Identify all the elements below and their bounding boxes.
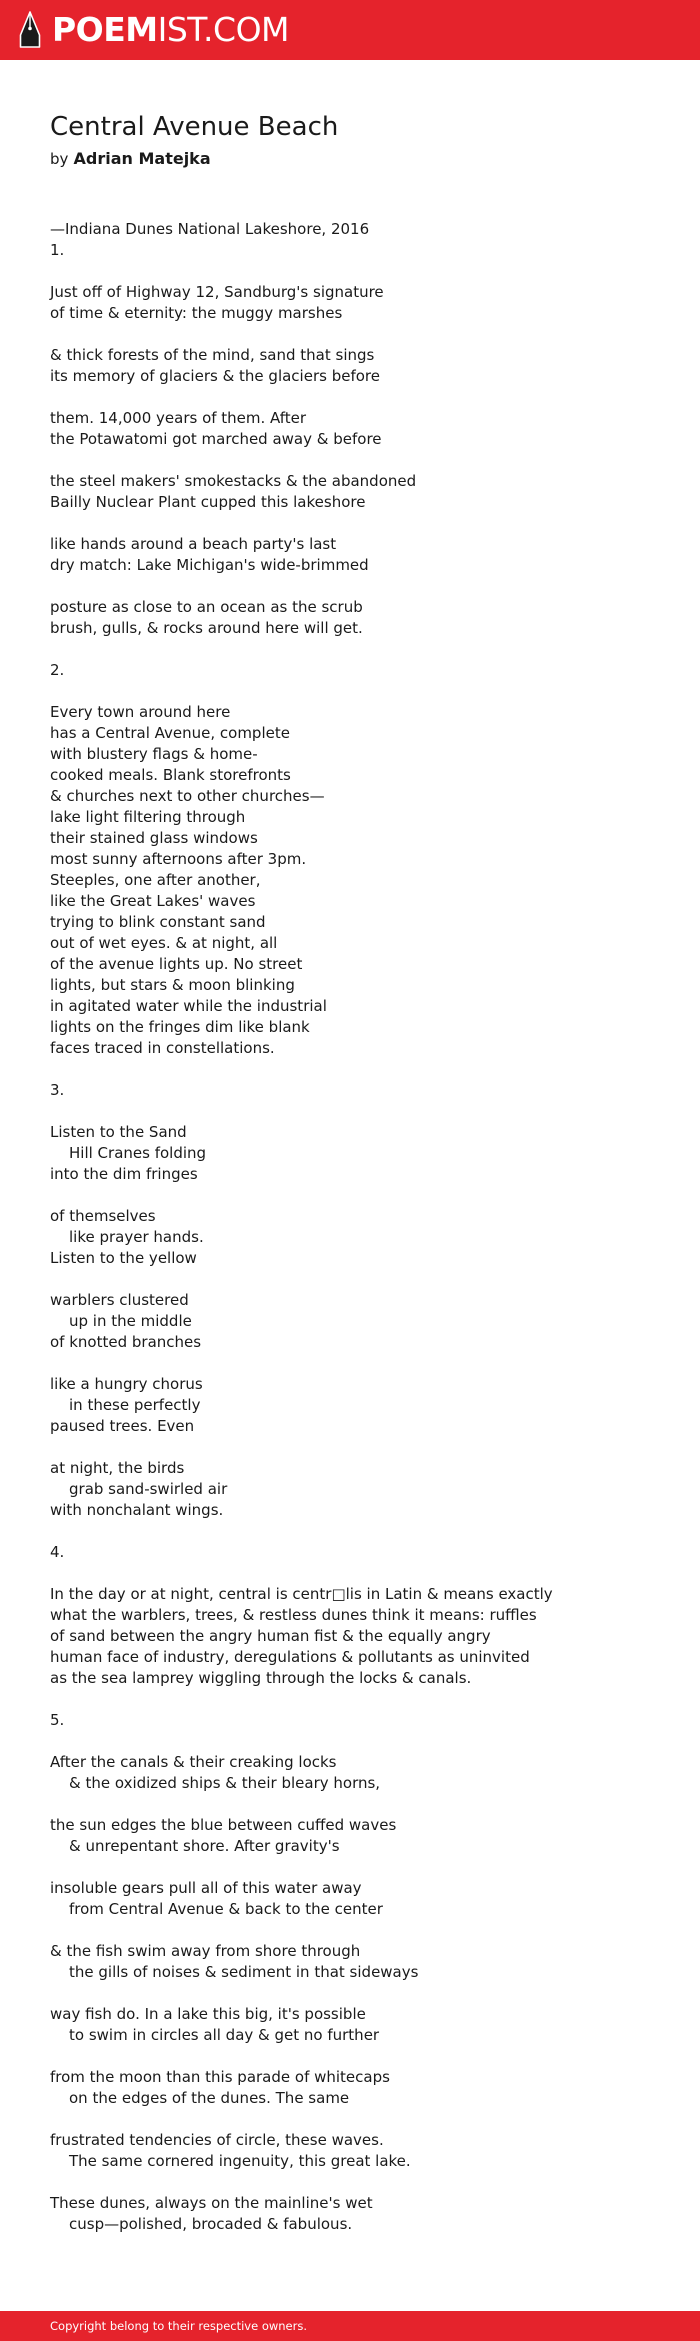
poem-line: cooked meals. Blank storefronts <box>50 766 291 784</box>
stanza-break <box>50 1521 670 1542</box>
poem-line: up in the middle <box>69 1312 192 1330</box>
poem-line: Just off of Highway 12, Sandburg's signature <box>50 283 384 301</box>
poem-line: These dunes, always on the mainline's wet <box>50 2194 373 2212</box>
stanza-break <box>50 639 670 660</box>
poem-heading <box>50 110 650 170</box>
site-header <box>0 0 700 60</box>
poem-line: faces traced in constellations. <box>50 1039 275 1057</box>
stanza-break <box>50 2172 670 2193</box>
stanza-break <box>50 2109 670 2130</box>
poem-line: like a hungry chorus <box>50 1375 203 1393</box>
poem-line: their stained glass windows <box>50 829 258 847</box>
poem-line: lake light filtering through <box>50 808 246 826</box>
poem-line: & unrepentant shore. After gravity's <box>69 1837 340 1855</box>
poem-line: at night, the birds <box>50 1459 185 1477</box>
poem-line: brush, gulls, & rocks around here will get. <box>50 619 363 637</box>
stanza-break <box>50 1857 670 1878</box>
stanza-break <box>50 1185 670 1206</box>
poem-line: lights on the fringes dim like blank <box>50 1018 310 1036</box>
poem-line: as the sea lamprey wiggling through the locks & canals. <box>50 1669 472 1687</box>
poem-line: the Potawatomi got marched away & before <box>50 430 382 448</box>
poem-body <box>50 219 670 2235</box>
poem-line: 3. <box>50 1081 65 1099</box>
poem-line: paused trees. Even <box>50 1417 195 1435</box>
poem-line: trying to blink constant sand <box>50 913 266 931</box>
stanza-break <box>50 513 670 534</box>
poem-line: In the day or at night, central is centr□lis in Latin & means exactly <box>50 1585 553 1603</box>
poem-line: has a Central Avenue, complete <box>50 724 290 742</box>
poem-line: into the dim fringes <box>50 1165 198 1183</box>
poem-line: posture as close to an ocean as the scrub <box>50 598 363 616</box>
poem-line: the gills of noises & sediment in that sideways <box>69 1963 419 1981</box>
stanza-break <box>50 576 670 597</box>
poem-line: & churches next to other churches— <box>50 787 325 805</box>
stanza-break <box>50 387 670 408</box>
poem-line: from the moon than this parade of whitecaps <box>50 2068 390 2086</box>
poem-line: like the Great Lakes' waves <box>50 892 256 910</box>
stanza-break <box>50 681 670 702</box>
stanza-break <box>50 324 670 345</box>
poem-line: cusp—polished, brocaded & fabulous. <box>69 2215 353 2233</box>
poem-line: warblers clustered <box>50 1291 189 1309</box>
stanza-break <box>50 2046 670 2067</box>
poem-line: the steel makers' smokestacks & the abandoned <box>50 472 417 490</box>
poem-line: out of wet eyes. & at night, all <box>50 934 278 952</box>
poem-line: grab sand-swirled air <box>69 1480 228 1498</box>
logo-bold-text: POEM <box>52 10 158 49</box>
poem-line: & the oxidized ships & their bleary horns, <box>69 1774 381 1792</box>
poem-line: Steeples, one after another, <box>50 871 261 889</box>
poem-line: in agitated water while the industrial <box>50 997 327 1015</box>
poem-line: human face of industry, deregulations & pollutants as uninvited <box>50 1648 530 1666</box>
poem-line: The same cornered ingenuity, this great lake. <box>69 2152 411 2170</box>
stanza-break <box>50 1689 670 1710</box>
poem-line: of themselves <box>50 1207 156 1225</box>
stanza-break <box>50 1983 670 2004</box>
poem-line: of sand between the angry human fist & the equally angry <box>50 1627 491 1645</box>
stanza-break <box>50 450 670 471</box>
poem-line: & thick forests of the mind, sand that sings <box>50 346 375 364</box>
poem-line: 2. <box>50 661 65 679</box>
poem-line: frustrated tendencies of circle, these waves. <box>50 2131 384 2149</box>
stanza-break <box>50 1353 670 1374</box>
poem-line: Bailly Nuclear Plant cupped this lakeshore <box>50 493 366 511</box>
stanza-break <box>50 261 670 282</box>
poem-line: Listen to the yellow <box>50 1249 197 1267</box>
poem-line: most sunny afternoons after 3pm. <box>50 850 307 868</box>
stanza-break <box>50 1101 670 1122</box>
poem-line: way fish do. In a lake this big, it's possible <box>50 2005 366 2023</box>
poem-line: to swim in circles all day & get no further <box>69 2026 380 2044</box>
poem-line: dry match: Lake Michigan's wide-brimmed <box>50 556 369 574</box>
poem-line: them. 14,000 years of them. After <box>50 409 307 427</box>
poem-line: insoluble gears pull all of this water away <box>50 1879 362 1897</box>
author-name[interactable]: Adrian Matejka <box>73 149 211 168</box>
logo-light-text: IST.COM <box>157 10 290 49</box>
poem-line: like hands around a beach party's last <box>50 535 337 553</box>
poem-line: on the edges of the dunes. The same <box>69 2089 350 2107</box>
stanza-break <box>50 1794 670 1815</box>
stanza-break <box>50 1563 670 1584</box>
poem-line: with blustery flags & home- <box>50 745 258 763</box>
copyright-text: Copyright belong to their respective owners. <box>50 2319 308 2333</box>
poem-line: Listen to the Sand <box>50 1123 187 1141</box>
poem-line: & the fish swim away from shore through <box>50 1942 361 1960</box>
poem-line: like prayer hands. <box>69 1228 204 1246</box>
pen-nib-icon <box>18 11 42 49</box>
logo-wordmark <box>52 10 289 50</box>
by-label: by <box>50 150 69 168</box>
poem-line: Hill Cranes folding <box>69 1144 207 1162</box>
poem-line: 1. <box>50 241 65 259</box>
poem-line: in these perfectly <box>69 1396 201 1414</box>
poem-title: Central Avenue Beach <box>50 112 339 142</box>
byline <box>50 148 650 170</box>
poem-line: its memory of glaciers & the glaciers before <box>50 367 380 385</box>
poem-line: the sun edges the blue between cuffed waves <box>50 1816 397 1834</box>
poem-line: 4. <box>50 1543 65 1561</box>
poem-line: —Indiana Dunes National Lakeshore, 2016 <box>50 220 370 238</box>
poemist-logo-link[interactable] <box>18 10 289 50</box>
stanza-break <box>50 1059 670 1080</box>
stanza-break <box>50 1920 670 1941</box>
poem-line: what the warblers, trees, & restless dunes think it means: ruffles <box>50 1606 537 1624</box>
poem-line: with nonchalant wings. <box>50 1501 224 1519</box>
poem-line: 5. <box>50 1711 65 1729</box>
poem-line: of the avenue lights up. No street <box>50 955 303 973</box>
poem-line: After the canals & their creaking locks <box>50 1753 337 1771</box>
poem-line: of knotted branches <box>50 1333 202 1351</box>
stanza-break <box>50 1437 670 1458</box>
poem-line: from Central Avenue & back to the center <box>69 1900 383 1918</box>
poem-line: of time & eternity: the muggy marshes <box>50 304 343 322</box>
stanza-break <box>50 1269 670 1290</box>
poem-line: lights, but stars & moon blinking <box>50 976 295 994</box>
site-footer <box>0 2311 700 2341</box>
poem-line: Every town around here <box>50 703 231 721</box>
stanza-break <box>50 1731 670 1752</box>
